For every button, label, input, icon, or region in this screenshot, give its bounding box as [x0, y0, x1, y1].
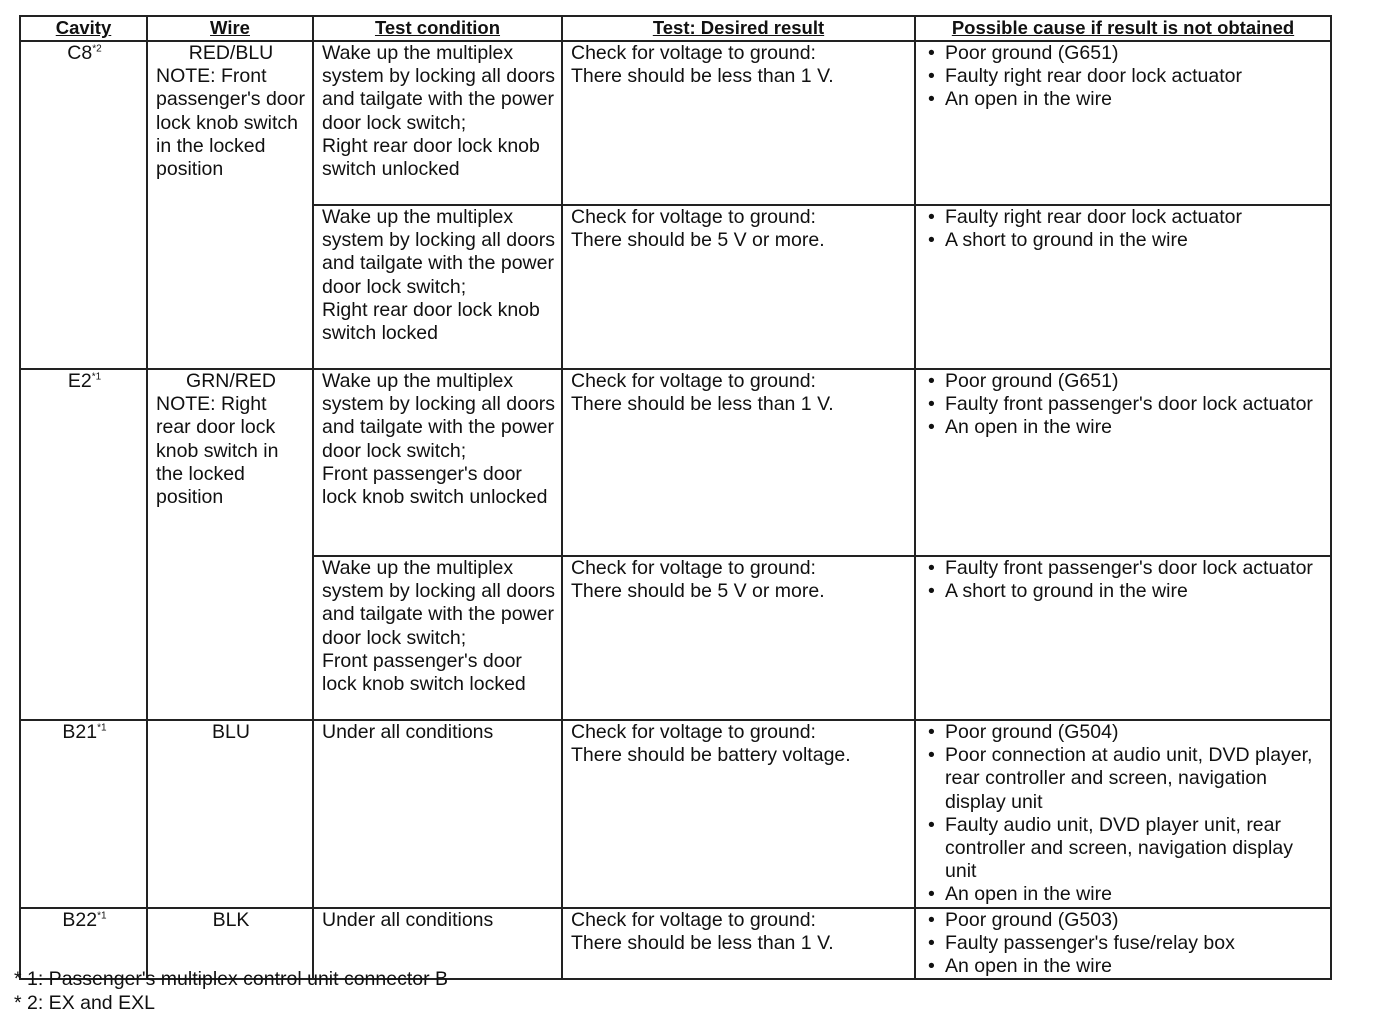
bullet-icon: •: [928, 883, 935, 906]
bullet-icon: •: [928, 206, 935, 228]
cause-item: [924, 557, 1324, 580]
cavity-cell: [20, 369, 147, 720]
wire-cell: [147, 369, 313, 720]
desired-result-cell: Check for voltage to ground: There should be battery voltage.: [562, 720, 915, 908]
footnote: * 1: Passenger's multiplex control unit connector B: [14, 968, 449, 990]
cause-text: A short to ground in the wire: [945, 580, 1188, 603]
possible-cause-cell: [915, 720, 1331, 908]
cavity-cell: [20, 720, 147, 908]
cause-text: An open in the wire: [945, 955, 1112, 978]
possible-cause-cell: [915, 41, 1331, 205]
bullet-icon: •: [928, 813, 935, 836]
cause-text: An open in the wire: [945, 883, 1112, 906]
cause-text: Faulty audio unit, DVD player unit, rear controller and screen, navigation display unit: [945, 813, 1293, 883]
wire-cell: [147, 41, 313, 369]
cause-item: [924, 229, 1324, 252]
bullet-icon: •: [928, 88, 935, 111]
cause-text: Poor ground (G503): [945, 908, 1119, 931]
cause-item: [924, 393, 1324, 416]
cause-text: Faulty passenger's fuse/relay box: [945, 931, 1235, 954]
possible-cause-cell: [915, 369, 1331, 556]
desired-result-cell: Check for voltage to ground: There should be 5 V or more.: [562, 205, 915, 369]
footnote-mark: *1: [97, 722, 107, 734]
cause-text: A short to ground in the wire: [945, 229, 1188, 252]
header-wire: Wire: [147, 16, 313, 41]
bullet-icon: •: [928, 42, 935, 64]
test-condition-cell: Wake up the multiplex system by locking all doors and tailgate with the power door lock switch; Front passenger's door lock knob switch locked: [313, 556, 562, 720]
bullet-icon: •: [928, 229, 935, 252]
wire-color-code: BLK: [212, 908, 250, 931]
cause-text: Faulty right rear door lock actuator: [945, 65, 1242, 88]
cavity-id: B22: [62, 908, 98, 931]
cause-text: An open in the wire: [945, 416, 1112, 439]
cause-item: [924, 955, 1324, 978]
wire-note: NOTE: Front passenger's door lock knob switch in the locked position: [156, 65, 305, 181]
bullet-icon: •: [928, 393, 935, 416]
desired-result-cell: Check for voltage to ground: There should be less than 1 V.: [562, 369, 915, 556]
possible-cause-cell: [915, 556, 1331, 720]
header-test-condition: Test condition: [313, 16, 562, 41]
cause-text: Poor ground (G504): [945, 721, 1119, 743]
cause-item: [924, 580, 1324, 603]
cause-text: An open in the wire: [945, 88, 1112, 111]
cause-item: [924, 883, 1324, 906]
cause-item: [924, 416, 1324, 439]
test-condition-cell: Under all conditions: [313, 908, 562, 980]
bullet-icon: •: [928, 65, 935, 88]
footnote-mark: *2: [92, 43, 102, 55]
cause-text: Faulty front passenger's door lock actuator: [945, 557, 1313, 579]
cause-list: [924, 42, 1324, 112]
wire-color-code: GRN/RED: [186, 370, 276, 392]
cause-item: [924, 721, 1324, 744]
bullet-icon: •: [928, 721, 935, 743]
cavity-cell: [20, 41, 147, 369]
cause-text: Poor ground (G651): [945, 42, 1119, 64]
test-condition-cell: Wake up the multiplex system by locking all doors and tailgate with the power door lock switch; Right rear door lock knob switch locked: [313, 205, 562, 369]
header-desired-result: Test: Desired result: [562, 16, 915, 41]
wire-cell: [147, 720, 313, 908]
cause-list: [924, 370, 1324, 440]
cavity-id: C8: [67, 42, 93, 64]
footnote: * 2: EX and EXL: [14, 991, 155, 1014]
cavity-id: B21: [62, 721, 98, 743]
table-row: [20, 720, 1331, 908]
desired-result-cell: Check for voltage to ground: There should be less than 1 V.: [562, 41, 915, 205]
cause-item: [924, 932, 1324, 955]
cause-item: [924, 744, 1324, 814]
header-cavity: Cavity: [20, 16, 147, 41]
cause-item: [924, 206, 1324, 229]
bullet-icon: •: [928, 580, 935, 603]
table-header-row: [20, 16, 1331, 41]
cause-text: Faulty front passenger's door lock actuator: [945, 393, 1313, 416]
desired-result-cell: Check for voltage to ground: There should be less than 1 V.: [562, 908, 915, 980]
footnotes: [14, 968, 448, 1015]
table-row: [20, 41, 1331, 205]
bullet-icon: •: [928, 908, 935, 931]
footnote-mark: *1: [91, 371, 102, 383]
bullet-icon: •: [928, 416, 935, 439]
connector-test-table: [19, 15, 1332, 980]
header-possible-cause: Possible cause if result is not obtained: [915, 16, 1331, 41]
bullet-icon: •: [928, 955, 935, 978]
bullet-icon: •: [928, 931, 935, 954]
cause-text: Faulty right rear door lock actuator: [945, 206, 1242, 228]
cause-item: [924, 65, 1324, 88]
table-row: [20, 369, 1331, 556]
cause-text: Poor connection at audio unit, DVD player, rear controller and screen, navigation display unit: [945, 744, 1313, 813]
bullet-icon: •: [928, 557, 935, 579]
desired-result-cell: Check for voltage to ground: There should be 5 V or more.: [562, 556, 915, 720]
test-condition-cell: Under all conditions: [313, 720, 562, 908]
cause-list: [924, 909, 1324, 979]
bullet-icon: •: [928, 744, 935, 767]
wire-note: NOTE: Right rear door lock knob switch in the locked position: [156, 393, 279, 509]
cause-item: [924, 370, 1324, 393]
cause-text: Poor ground (G651): [945, 370, 1119, 392]
test-condition-cell: Wake up the multiplex system by locking all doors and tailgate with the power door lock switch; Front passenger's door lock knob switch unlocked: [313, 369, 562, 556]
cause-item: [924, 814, 1324, 884]
wire-color-code: RED/BLU: [188, 42, 274, 64]
wire-color-code: BLU: [212, 721, 250, 743]
cause-list: [924, 557, 1324, 603]
cause-item: [924, 909, 1324, 932]
possible-cause-cell: [915, 908, 1331, 980]
cause-list: [924, 206, 1324, 252]
cause-list: [924, 721, 1324, 907]
test-condition-cell: Wake up the multiplex system by locking all doors and tailgate with the power door lock switch; Right rear door lock knob switch unlocked: [313, 41, 562, 205]
footnote-mark: *1: [97, 910, 107, 922]
cavity-id: E2: [67, 370, 92, 392]
cause-item: [924, 42, 1324, 65]
possible-cause-cell: [915, 205, 1331, 369]
bullet-icon: •: [928, 370, 935, 392]
cause-item: [924, 88, 1324, 111]
